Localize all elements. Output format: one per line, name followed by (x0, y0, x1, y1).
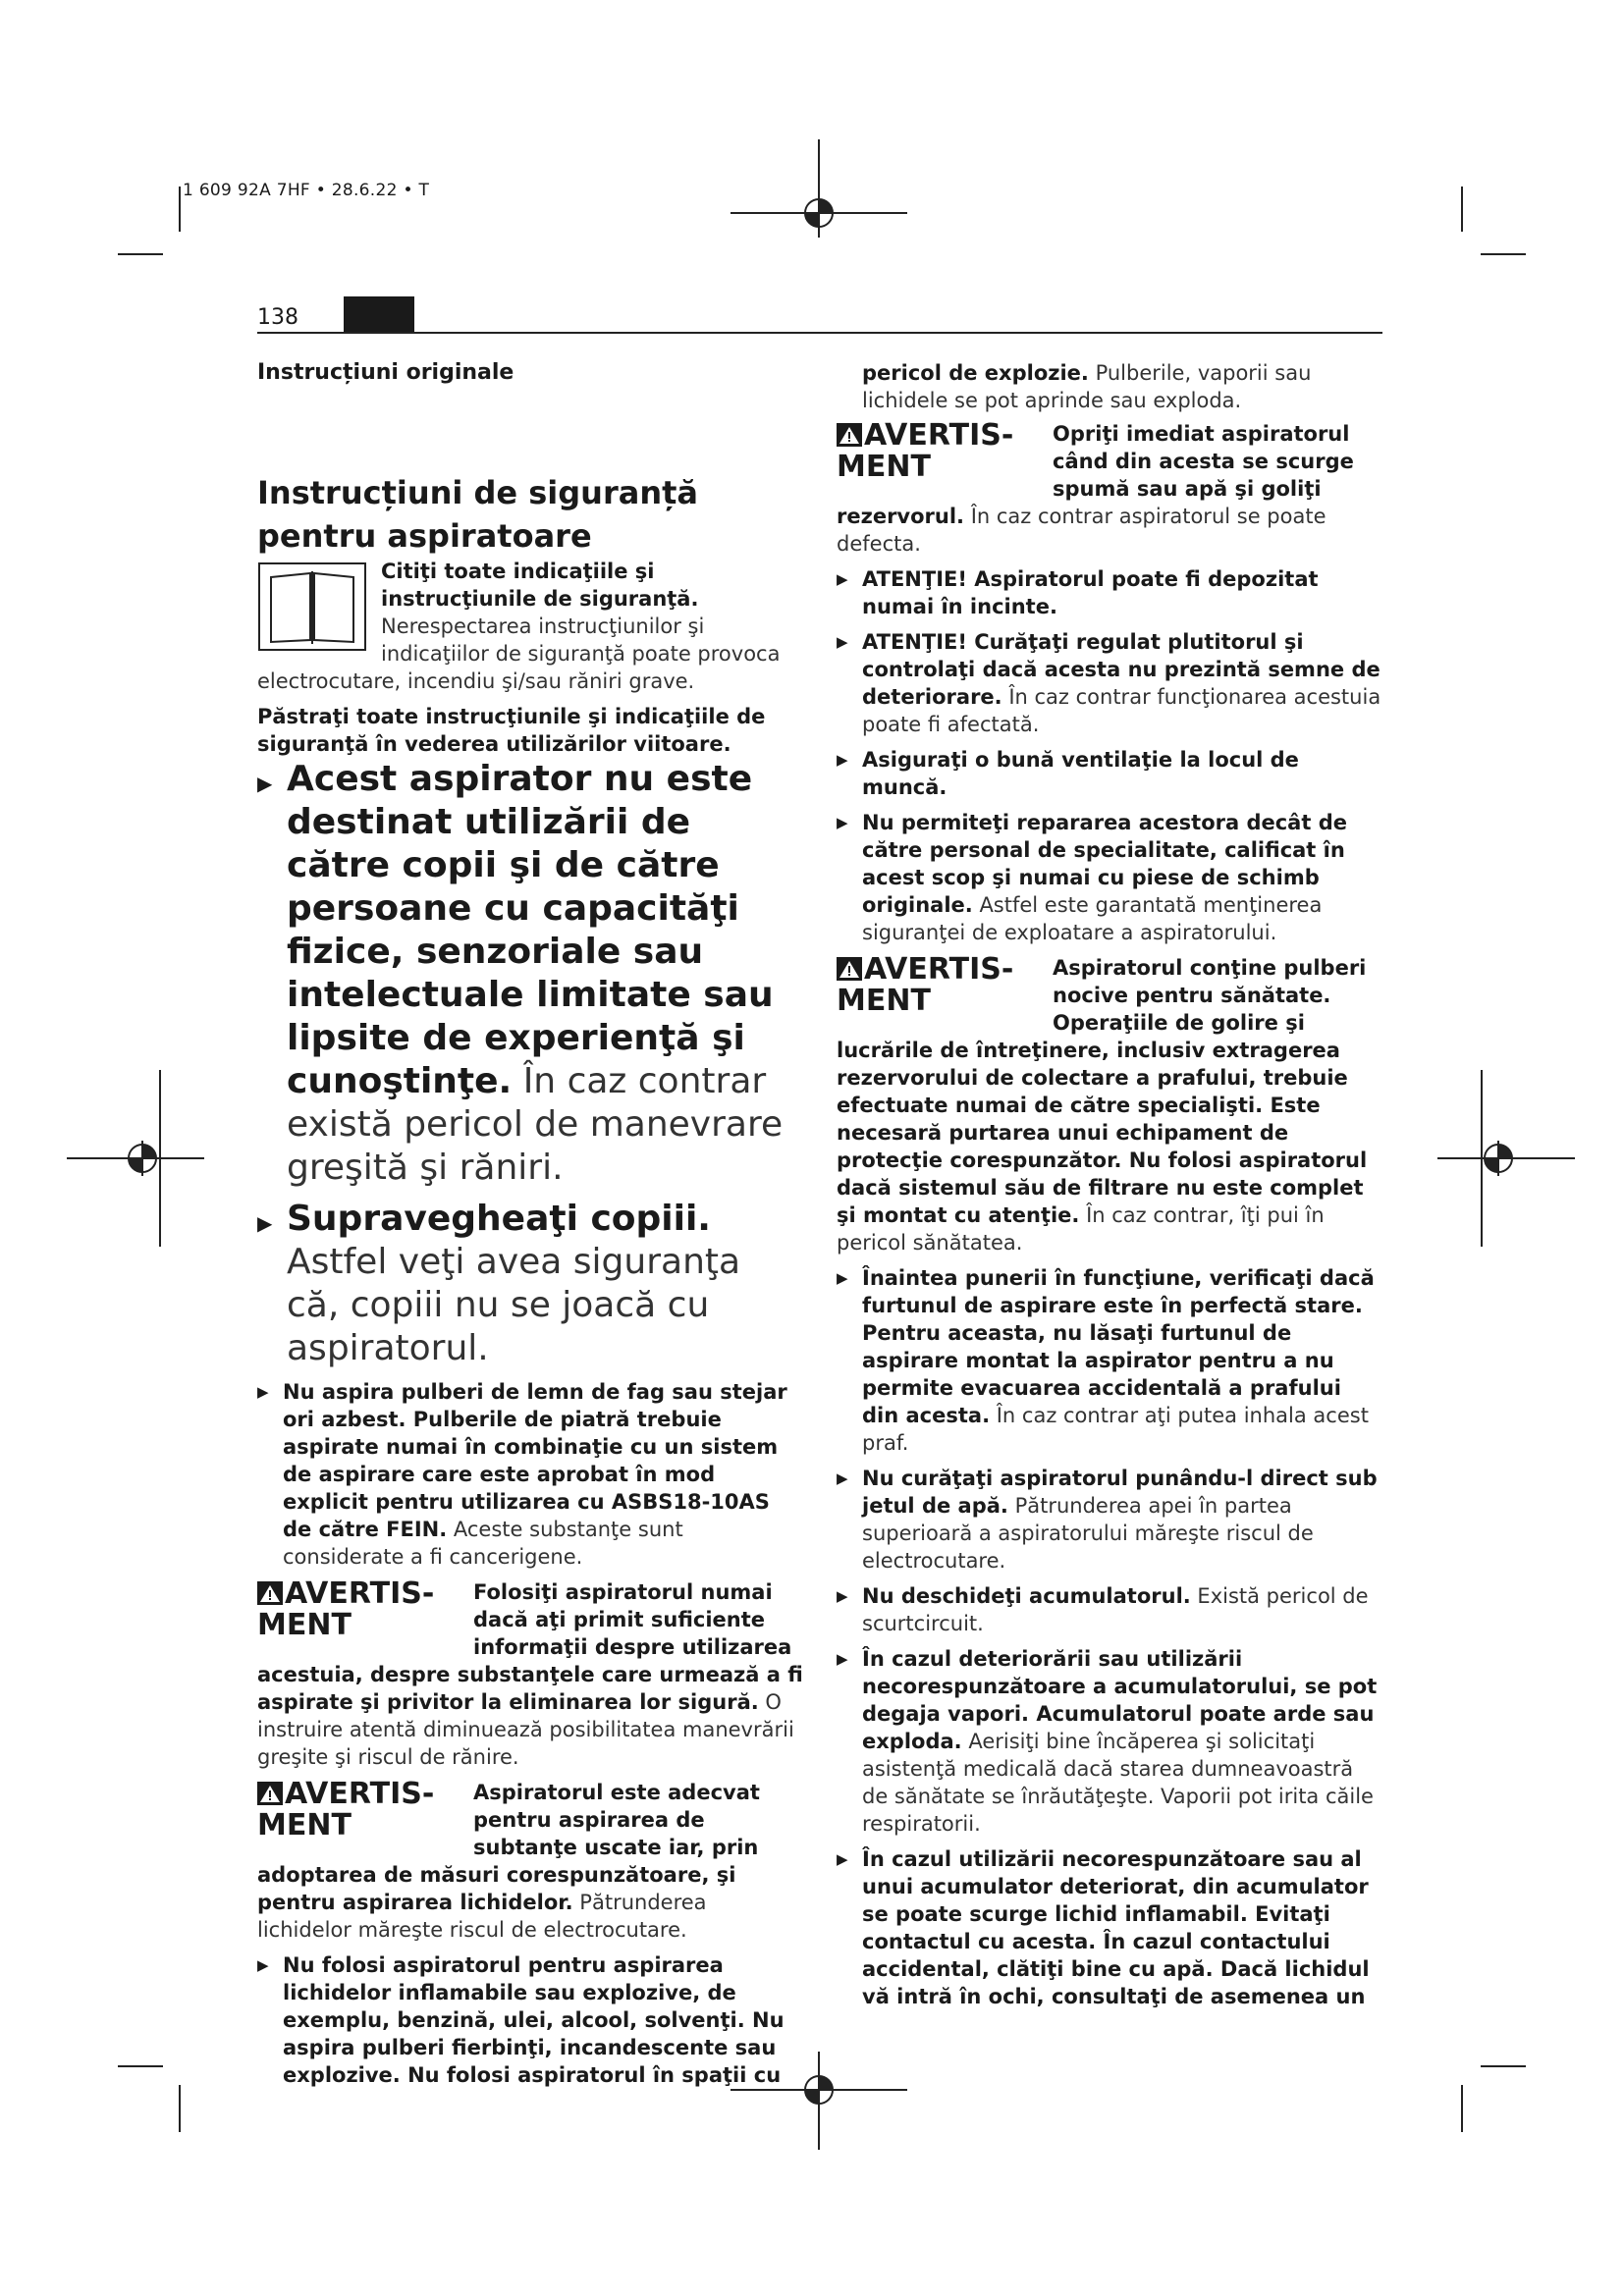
bullet-bold: Nu permiteţi repararea acestora decât de către personal de specialitate, calificat în acest scop şi numai cu piese de schimb originale. (862, 811, 1347, 917)
read-rest: Nerespectarea instrucţiunilor şi indicaţiilor de siguranţă poate provoca electrocutare, incendiu şi/sau răniri grave. (257, 614, 781, 693)
warning-triangle-icon (257, 1782, 283, 1805)
warning-rest: Pătrunderea lichidelor măreşte riscul de electrocutare. (257, 1891, 707, 1942)
big-bullet-bold: Acest aspirator nu este destinat utilizării de către copii şi de către persoane cu capacităţi fizice, senzoriale sau intelectuale limitate sau lipsite de experienţă şi cunoştinţe. (287, 759, 774, 1101)
warning-label-text: AVERTIS-MENT (837, 954, 1014, 1018)
bullet-rest: Există pericol de scurtcircuit. (862, 1584, 1369, 1635)
warning-rest: O instruire atentă diminuează posibilitatea manevrării greşite şi riscul de rănire. (257, 1690, 794, 1769)
warning-bold: Opriţi imediat aspiratorul când din acesta se scurge spumă sau apă şi goliţi rezervorul. (837, 422, 1354, 528)
bullet-rest: Aceste substanţe sunt considerate a fi cancerigene. (283, 1518, 683, 1569)
page-tab-marker (344, 296, 414, 332)
section-title: Instrucțiuni de siguranță pentru aspiratoare (257, 474, 698, 555)
bullet-bold: Nu folosi aspiratorul pentru aspirarea lichidelor inflamabile sau explozive, de exemplu, benzină, ulei, alcool, solvenţi. Nu aspira pulberi fierbinţi, incandescente sau explozive. Nu folosi aspiratorul în spaţii cu (283, 1953, 785, 2087)
continued-bold: pericol de explozie. (862, 361, 1089, 385)
bullet-bold: Asiguraţi o bună ventilaţie la locul de muncă. (862, 748, 1299, 799)
bullet-rest: Pătrunderea apei în partea superioară a aspiratorului măreşte riscul de electrocutare. (862, 1494, 1314, 1573)
crop-mark (179, 187, 181, 232)
right-column (837, 359, 1382, 2018)
left-column (257, 359, 803, 2097)
warning-rest: În caz contrar aspiratorul se poate defecta. (837, 505, 1326, 556)
crop-mark (1461, 2085, 1463, 2132)
bullet-bold: În cazul deteriorării sau utilizării necorespunzătoare a acumulatorului, se pot degaja vapori. Acumulatorul poate arde sau exploda. (862, 1647, 1378, 1753)
bullet-bold: Înaintea punerii în funcţiune, verificaţi dacă furtunul de aspirare este în perfectă stare. Pentru aceasta, nu lăsaţi furtunul de aspirare montat la aspirator pentru a nu permite evacuarea accidentală a prafului din acesta. (862, 1266, 1375, 1427)
bullet-hose-check (837, 1264, 1382, 1457)
bullet-bold: ATENŢIE! Aspiratorul poate fi depozitat numai în incinte. (862, 567, 1319, 618)
warning-triangle-icon (837, 957, 862, 981)
continued-rest: Pulberile, vaporii sau lichidele se pot aprinde sau exploda. (862, 361, 1312, 412)
big-bullet-bold: Supravegheaţi copiii. (287, 1199, 711, 1239)
bullet-float (837, 628, 1382, 738)
registration-mark-icon (801, 2072, 837, 2108)
warning-label (837, 954, 1045, 1017)
bullet-water-jet (837, 1465, 1382, 1575)
warning-block (837, 954, 1382, 1256)
bullet-rest: În caz contrar aţi putea inhala acest praf. (862, 1404, 1369, 1455)
registration-mark-icon (1481, 1141, 1516, 1176)
bullet-battery-vapors (837, 1645, 1382, 1838)
continued-text (837, 359, 1382, 414)
bullet-ventilation (837, 746, 1382, 801)
read-instructions-block (257, 558, 803, 695)
crop-mark (118, 2065, 163, 2067)
warning-triangle-icon (257, 1581, 283, 1605)
warning-label (257, 1779, 465, 1842)
big-bullet-rest: În caz contrar există pericol de manevrare greşită şi răniri. (287, 1061, 784, 1188)
crop-mark (1461, 187, 1463, 232)
bullet-storage (837, 565, 1382, 620)
crop-mark (1481, 253, 1526, 255)
bullet-bold: Nu curăţaţi aspiratorul punându-l direct sub jetul de apă. (862, 1467, 1378, 1518)
warning-bold: Aspiratorul este adecvat pentru aspirarea de subtanţe uscate iar, prin adoptarea de măsuri corespunzătoare, şi pentru aspirarea lichidelor. (257, 1781, 760, 1914)
big-bullet-supervise (257, 1198, 803, 1370)
registration-mark-icon (125, 1141, 160, 1176)
bullet-battery-open (837, 1582, 1382, 1637)
warning-rest: În caz contrar, îţi pui în pericol sănătatea. (837, 1203, 1325, 1255)
bullet-bold: În cazul utilizării necorespunzătoare sau al unui acumulator deteriorat, din acumulator se poate scurge lichid inflamabil. Evitaţi contactul cu acesta. În cazul contactului accidental, clătiţi bine cu apă. Dacă lichidul vă intră în ochi, consultaţi de asemenea un (862, 1847, 1370, 2008)
warning-label-text: AVERTIS-MENT (257, 1578, 435, 1642)
bullet-repair (837, 809, 1382, 946)
bullet-battery-liquid (837, 1845, 1382, 2010)
warning-bold: Folosiţi aspiratorul numai dacă aţi primit suficiente informaţii despre utilizarea acestuia, despre substanţele care urmează a fi aspirate şi privitor la eliminarea lor sigură. (257, 1580, 803, 1714)
warning-triangle-icon (837, 423, 862, 447)
page-number: 138 (257, 305, 298, 330)
warning-label (837, 420, 1045, 483)
original-instructions-label: Instrucțiuni originale (257, 360, 514, 385)
bullet-rest: Aerisiţi bine încăperea şi solicitaţi asistenţă medicală dacă starea dumneavoastră de sănătate se înrăutăţeşte. Vaporii pot irita căile respiratorii. (862, 1730, 1374, 1836)
warning-bold: Aspiratorul conţine pulberi nocive pentru sănătate. Operaţiile de golire şi lucrările de întreţinere, inclusiv extragerea rezervorului de colectare a prafului, trebuie efectuate numai de către specialişti. Este necesară purtarea unui echipament de protecţie corespunzător. Nu folosi aspiratorul dacă sistemul său de filtrare nu este complet şi montat cu atenţie. (837, 956, 1368, 1227)
bullet-bold: Nu deschideţi acumulatorul. (862, 1584, 1191, 1608)
registration-mark-icon (801, 195, 837, 231)
warning-label (257, 1578, 465, 1641)
big-bullet-children (257, 758, 803, 1190)
big-bullet-rest: Astfel veţi avea siguranţa că, copiii nu se joacă cu aspiratorul. (287, 1242, 741, 1368)
warning-label-text: AVERTIS-MENT (257, 1779, 435, 1842)
warning-block (837, 420, 1382, 558)
bullet-bold: Nu aspira pulberi de lemn de fag sau stejar ori azbest. Pulberile de piatră trebuie aspirate numai în combinaţie cu un sistem de aspirare care este aprobat în mod explicit pentru utilizarea cu ASBS18-10AS de către FEIN. (283, 1380, 787, 1541)
bullet-rest: În caz contrar funcţionarea acestuia poate fi afectată. (862, 685, 1381, 736)
crop-mark (179, 2085, 181, 2132)
warning-block (257, 1779, 803, 1944)
crop-mark (118, 253, 163, 255)
read-manual-book-icon (257, 561, 367, 652)
bullet-rest: Astfel este garantată menţinerea siguranţei de exploatare a aspiratorului. (862, 893, 1323, 944)
bullet-bold: ATENŢIE! Curăţaţi regulat plutitorul şi controlaţi dacă acesta nu prezintă semne de deteriorare. (862, 630, 1380, 709)
header-rule (257, 332, 1382, 334)
bullet-liquids (257, 1951, 803, 2089)
warning-label-text: AVERTIS-MENT (837, 420, 1014, 484)
print-code: 1 609 92A 7HF • 28.6.22 • T (183, 181, 430, 200)
warning-block (257, 1578, 803, 1771)
crop-mark (1481, 2065, 1526, 2067)
read-bold: Citiţi toate indicaţiile şi instrucţiunile de siguranţă. (381, 560, 699, 611)
keep-instructions: Păstraţi toate instrucţiunile şi indicaţiile de siguranţă în vederea utilizărilor viitoare. (257, 705, 766, 756)
bullet-dust (257, 1378, 803, 1571)
